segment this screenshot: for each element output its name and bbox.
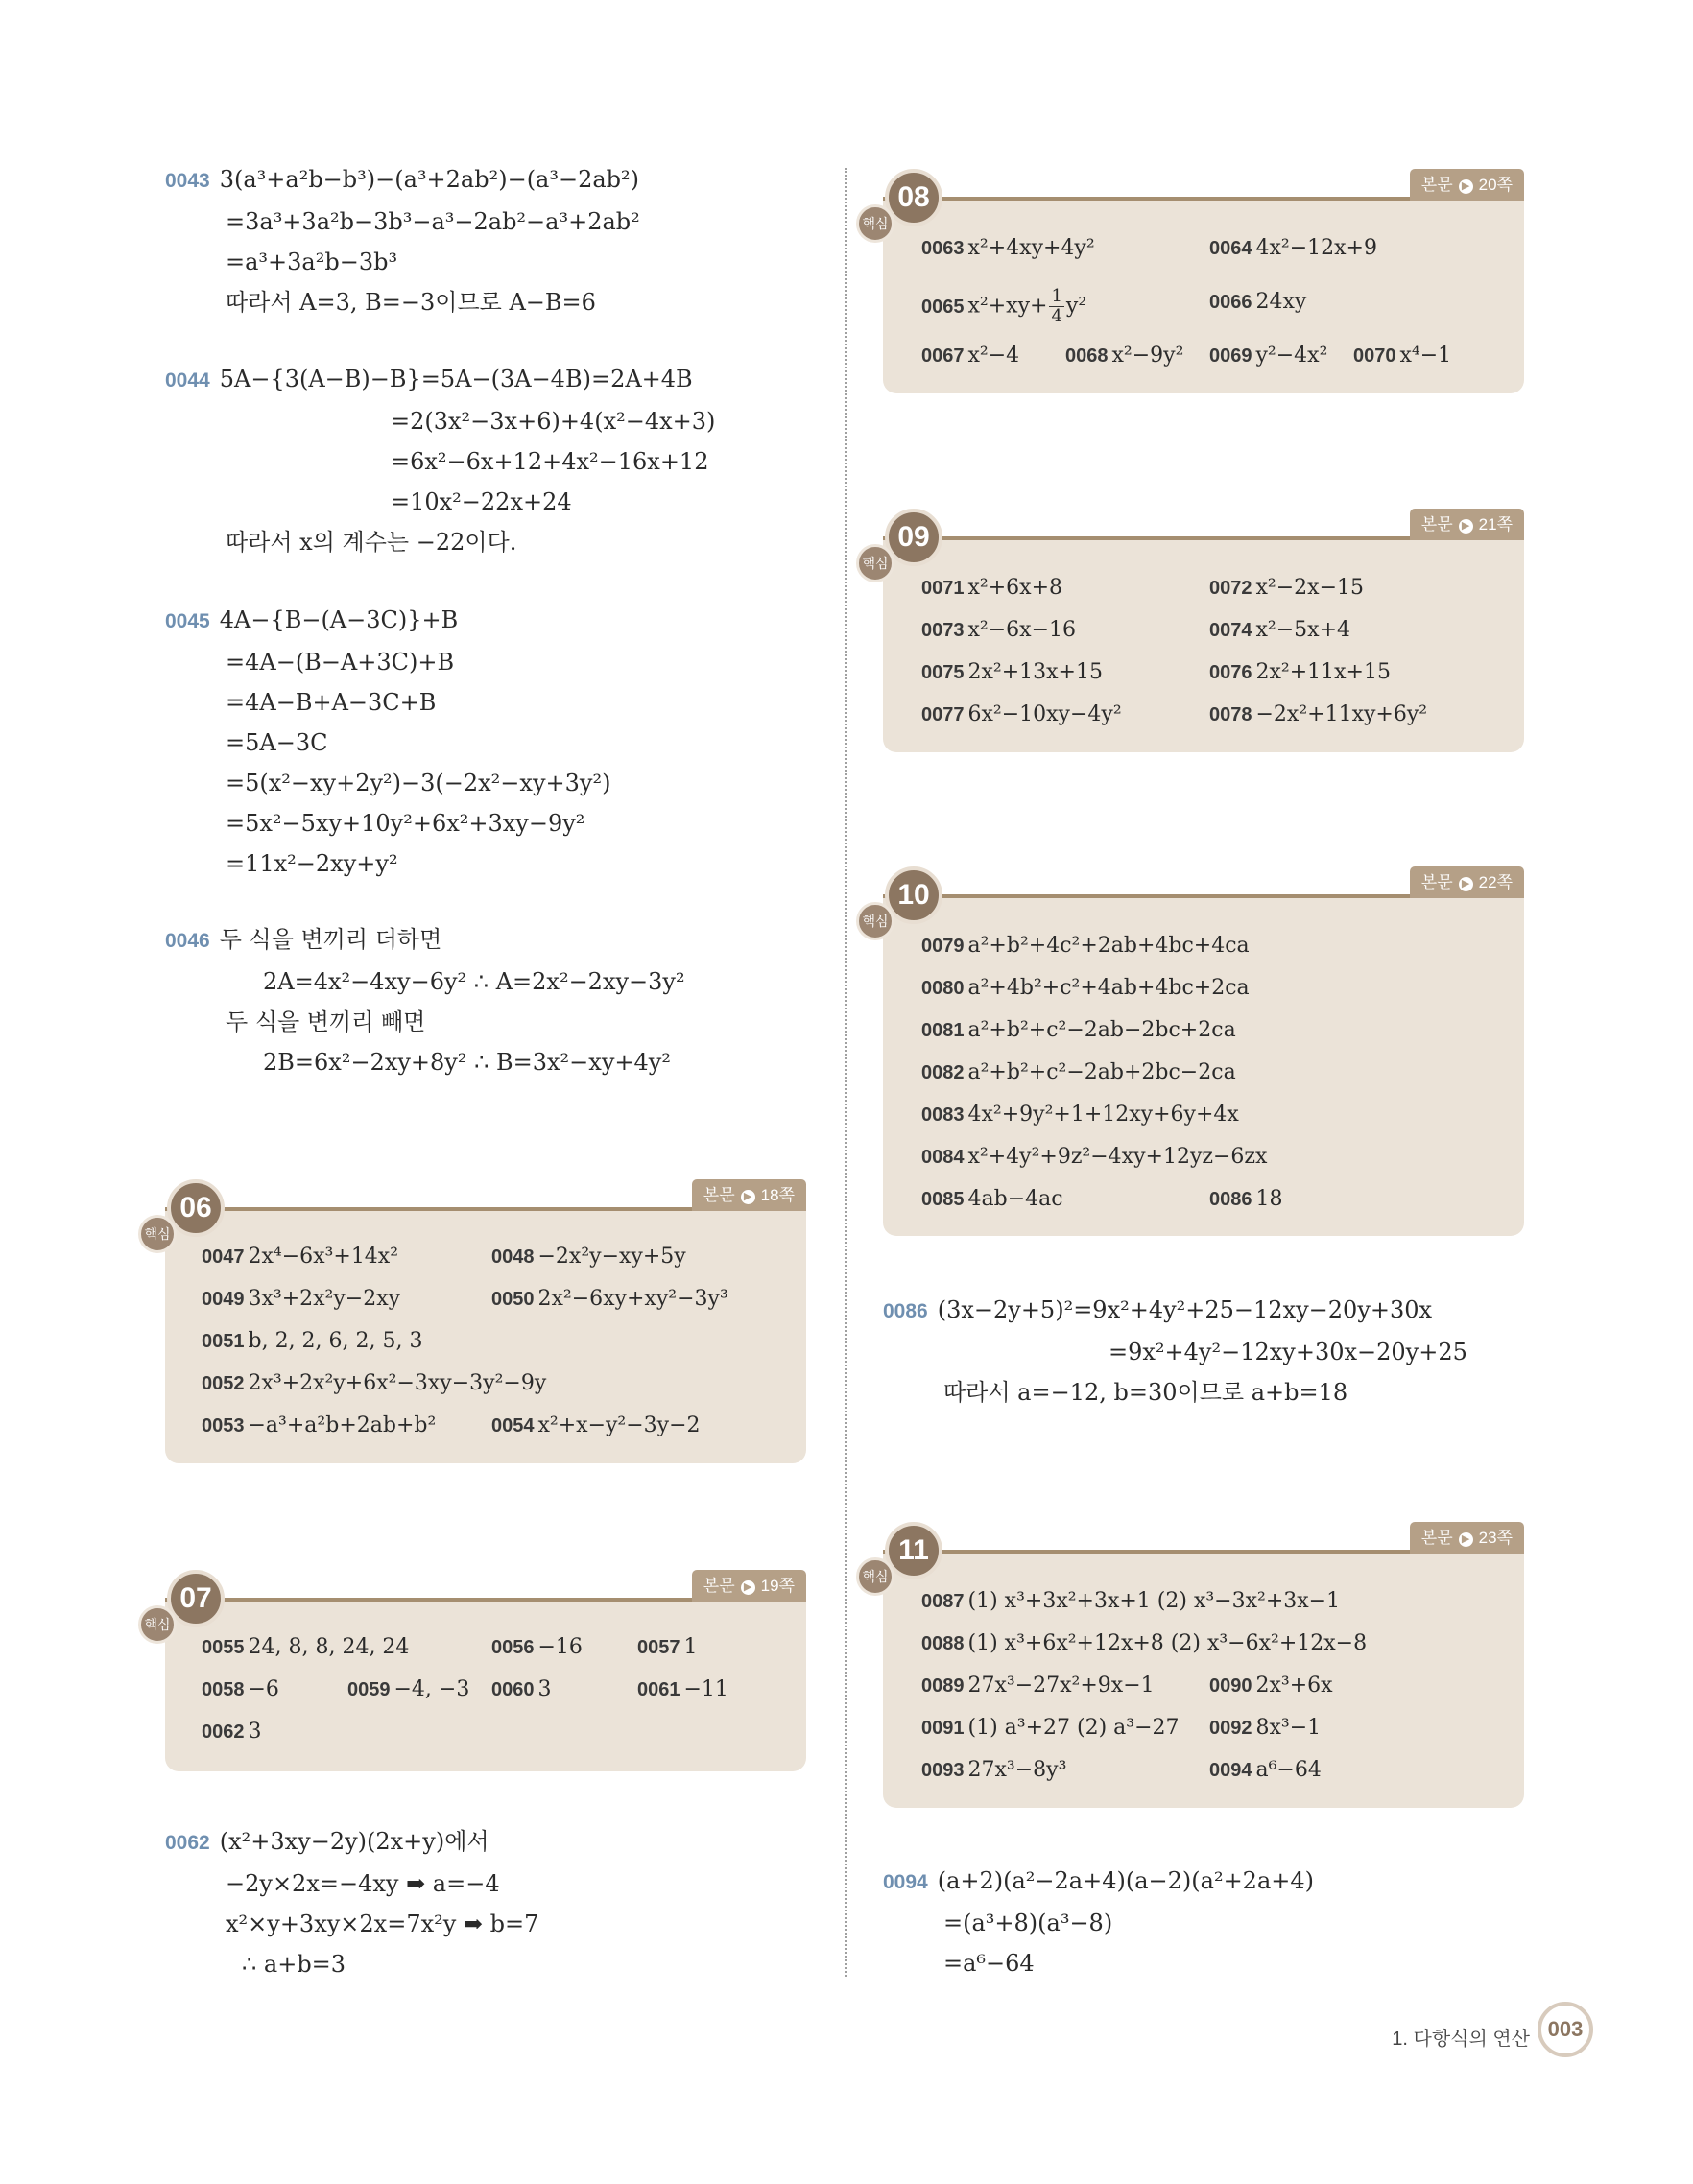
answer-item <box>1209 1674 1333 1697</box>
answer-text: x²−2x−15 <box>1255 576 1364 600</box>
core-label-badge: 핵심 <box>856 902 894 940</box>
solution-line: =5(x²−xy+2y²)−3(−2x²−xy+3y²) <box>226 770 611 796</box>
answer-item <box>921 1060 1236 1084</box>
answer-number: 0094 <box>1209 1760 1252 1781</box>
answer-text: x²+4xy+4y² <box>967 236 1095 260</box>
problem-number: 0043 <box>165 170 210 192</box>
answer-item <box>921 934 1250 958</box>
answer-number: 0067 <box>921 345 965 367</box>
answer-number: 0049 <box>202 1289 245 1310</box>
answer-item <box>921 1589 1340 1613</box>
answer-number: 0060 <box>491 1679 535 1700</box>
solution-line: 따라서 A=3, B=−3이므로 A−B=6 <box>226 289 596 316</box>
answer-item <box>202 1677 279 1701</box>
answer-item <box>921 1018 1236 1042</box>
answer-text: 6x²−10xy−4y² <box>967 702 1122 726</box>
solution-line: =11x²−2xy+y² <box>226 850 398 877</box>
answer-item <box>1209 618 1350 642</box>
fraction-numerator: 1 <box>1051 286 1062 306</box>
answer-item <box>921 1187 1063 1211</box>
answer-text: (1) x³+3x²+3x+1 (2) x³−3x²+3x−1 <box>967 1589 1341 1613</box>
solution-line: 따라서 a=−12, b=30이므로 a+b=18 <box>943 1379 1348 1406</box>
answer-number: 0062 <box>202 1721 245 1743</box>
solution-line: =(a³+8)(a³−8) <box>943 1910 1113 1936</box>
answer-text: 27x³−27x²+9x−1 <box>967 1674 1155 1697</box>
problem-0045 <box>165 600 610 884</box>
answer-text: 2x²+13x+15 <box>967 660 1103 684</box>
arrow-right-icon: ▶ <box>741 1580 755 1595</box>
reference-label: 본문 <box>1420 515 1453 534</box>
solution-line: =10x²−22x+24 <box>391 488 572 515</box>
answer-item <box>347 1677 469 1701</box>
answer-number: 0093 <box>921 1760 965 1781</box>
answer-text: −4, −3 <box>393 1677 470 1701</box>
problem-number: 0086 <box>883 1300 928 1322</box>
answer-number: 0084 <box>921 1147 965 1168</box>
reference-page: 20쪽 <box>1478 176 1513 194</box>
answer-item <box>921 1716 1180 1740</box>
core-label-badge: 핵심 <box>856 544 894 582</box>
answer-number: 0079 <box>921 936 965 957</box>
answer-number: 0047 <box>202 1246 245 1268</box>
arrow-right-icon: ▶ <box>1459 519 1473 534</box>
solution-line: =9x²+4y²−12xy+30x−20y+25 <box>1109 1339 1467 1365</box>
answer-item <box>921 702 1122 726</box>
section-number-badge: 06 <box>167 1179 225 1237</box>
solution-line: (3x−2y+5)²=9x²+4y²+25−12xy−20y+30x <box>937 1296 1433 1323</box>
answer-item <box>202 1720 262 1744</box>
answer-text: x²+xy+ <box>967 294 1048 319</box>
reference-label: 본문 <box>703 1186 735 1204</box>
answer-number: 0051 <box>202 1331 245 1352</box>
answer-text: 27x³−8y³ <box>967 1758 1067 1782</box>
page-reference-tab <box>1410 866 1524 898</box>
answer-text: 18 <box>1255 1187 1283 1211</box>
answer-number: 0056 <box>491 1637 535 1658</box>
answer-item <box>637 1677 728 1701</box>
answer-text: 3 <box>248 1720 262 1744</box>
answer-number: 0074 <box>1209 620 1252 641</box>
reference-page: 23쪽 <box>1478 1529 1513 1547</box>
answer-number: 0063 <box>921 238 965 259</box>
answer-text: −16 <box>537 1635 583 1659</box>
answer-number: 0075 <box>921 662 965 683</box>
column-divider <box>845 168 846 1977</box>
answer-text: 24xy <box>1255 290 1307 314</box>
section-number-badge: 09 <box>885 509 942 566</box>
page-reference-tab <box>692 1179 806 1211</box>
problem-number: 0094 <box>883 1871 928 1893</box>
answer-number: 0052 <box>202 1373 245 1394</box>
answer-number: 0087 <box>921 1591 965 1612</box>
answer-item <box>1353 344 1451 368</box>
page-reference-tab <box>692 1570 806 1602</box>
answer-number: 0065 <box>921 296 965 318</box>
core-label-badge: 핵심 <box>856 1557 894 1596</box>
answer-text: 8x³−1 <box>1255 1716 1322 1740</box>
answer-number: 0090 <box>1209 1675 1252 1697</box>
solution-line: =4A−B+A−3C+B <box>226 689 437 716</box>
solution-line: x²×y+3xy×2x=7x²y ➡ b=7 <box>226 1911 539 1937</box>
section-number-badge: 11 <box>885 1522 942 1579</box>
answer-item <box>921 618 1076 642</box>
chapter-title: 1. 다항식의 연산 <box>1392 2029 1530 2050</box>
section-number-badge: 08 <box>885 169 942 226</box>
answer-item <box>1209 576 1364 600</box>
answer-text: 3x³+2x²y−2xy <box>248 1287 401 1311</box>
answer-item <box>921 287 1086 326</box>
answer-item <box>921 976 1250 1000</box>
answer-item <box>921 1674 1155 1697</box>
answer-item <box>921 1103 1239 1127</box>
answer-item <box>202 1287 400 1311</box>
answer-text: x²+4y²+9z²−4xy+12yz−6zx <box>967 1145 1268 1169</box>
core-label-badge: 핵심 <box>856 204 894 243</box>
problem-number: 0062 <box>165 1832 210 1854</box>
answer-text: x²−6x−16 <box>967 618 1076 642</box>
answer-text: b, 2, 2, 6, 2, 5, 3 <box>248 1329 423 1353</box>
answer-text: (1) x³+6x²+12x+8 (2) x³−6x²+12x−8 <box>967 1631 1368 1655</box>
arrow-right-icon: ▶ <box>1459 179 1473 194</box>
answer-item <box>202 1245 398 1269</box>
answer-number: 0066 <box>1209 292 1252 313</box>
problem-0094 <box>883 1861 1314 1983</box>
answer-text: 2x²+11x+15 <box>1255 660 1391 684</box>
answer-item <box>921 1758 1066 1782</box>
answer-text: a²+b²+c²−2ab−2bc+2ca <box>967 1018 1236 1042</box>
answer-item <box>491 1245 686 1269</box>
answer-item <box>1209 702 1427 726</box>
answer-text: −a³+a²b+2ab+b² <box>248 1413 437 1437</box>
solution-line: =3a³+3a²b−3b³−a³−2ab²−a³+2ab² <box>226 208 640 235</box>
answer-item <box>1209 236 1377 260</box>
solution-line: =5A−3C <box>226 729 328 756</box>
answer-box-11 <box>862 1522 1524 1808</box>
problem-0086 <box>883 1290 1467 1412</box>
answer-number: 0080 <box>921 978 965 999</box>
solution-line: 따라서 x의 계수는 −22이다. <box>226 529 517 556</box>
answer-text: −2x²y−xy+5y <box>537 1245 686 1269</box>
section-number-badge: 10 <box>885 866 942 924</box>
answer-number: 0072 <box>1209 578 1252 599</box>
answer-text: (1) a³+27 (2) a³−27 <box>967 1716 1180 1740</box>
answer-number: 0061 <box>637 1679 680 1700</box>
answer-number: 0054 <box>491 1415 535 1436</box>
problem-number: 0045 <box>165 610 210 632</box>
page-number: 003 <box>1538 2002 1593 2057</box>
answer-number: 0048 <box>491 1246 535 1268</box>
solution-line: (x²+3xy−2y)(2x+y)에서 <box>219 1828 489 1855</box>
answer-text: 4x²−12x+9 <box>1255 236 1377 260</box>
answer-text: −11 <box>683 1677 728 1701</box>
answer-number: 0077 <box>921 704 965 725</box>
problem-0043 <box>165 159 640 322</box>
fraction <box>1049 287 1063 326</box>
answer-text: 24, 8, 8, 24, 24 <box>248 1635 410 1659</box>
answer-text: −6 <box>248 1677 279 1701</box>
reference-label: 본문 <box>1420 873 1453 891</box>
solution-line: 두 식을 변끼리 더하면 <box>219 926 442 953</box>
answer-item <box>1209 1716 1321 1740</box>
reference-page: 18쪽 <box>760 1186 795 1204</box>
answer-text: 3 <box>537 1677 552 1701</box>
answer-item <box>921 576 1062 600</box>
answer-number: 0050 <box>491 1289 535 1310</box>
answer-item <box>491 1287 728 1311</box>
answer-box-07 <box>144 1570 806 1771</box>
arrow-right-icon: ▶ <box>1459 877 1473 891</box>
answer-item <box>1209 344 1327 368</box>
answer-text: −2x²+11xy+6y² <box>1255 702 1428 726</box>
answer-item <box>202 1371 546 1395</box>
answer-text: 2x³+6x <box>1255 1674 1333 1697</box>
reference-page: 19쪽 <box>760 1577 795 1595</box>
answer-number: 0058 <box>202 1679 245 1700</box>
answer-text: a²+4b²+c²+4ab+4bc+2ca <box>967 976 1250 1000</box>
answer-text: a²+b²+c²−2ab+2bc−2ca <box>967 1060 1236 1084</box>
reference-label: 본문 <box>1420 176 1453 194</box>
page-reference-tab <box>1410 509 1524 540</box>
answer-number: 0086 <box>1209 1189 1252 1210</box>
solution-line: 4A−{B−(A−3C)}+B <box>219 606 459 633</box>
answer-text: x²+6x+8 <box>967 576 1062 600</box>
answer-text: 4x²+9y²+1+12xy+6y+4x <box>967 1103 1239 1127</box>
answer-item <box>1065 344 1183 368</box>
answer-text: 2x⁴−6x³+14x² <box>248 1245 399 1269</box>
reference-label: 본문 <box>703 1577 735 1595</box>
answer-number: 0081 <box>921 1020 965 1041</box>
solution-line: =2(3x²−3x+6)+4(x²−4x+3) <box>391 408 716 435</box>
answer-number: 0085 <box>921 1189 965 1210</box>
answer-number: 0068 <box>1065 345 1109 367</box>
solution-line: ∴ a+b=3 <box>242 1951 346 1978</box>
answer-item <box>921 236 1095 260</box>
answer-item <box>1209 1187 1283 1211</box>
problem-0046 <box>165 919 685 1082</box>
reference-label: 본문 <box>1420 1529 1453 1547</box>
arrow-right-icon: ▶ <box>1459 1532 1473 1547</box>
answer-item <box>491 1677 552 1701</box>
answer-text: 2x³+2x²y+6x²−3xy−3y²−9y <box>248 1371 547 1395</box>
section-number-badge: 07 <box>167 1570 225 1627</box>
answer-number: 0091 <box>921 1718 965 1739</box>
answer-item <box>921 344 1019 368</box>
answer-text: y² <box>1065 294 1087 319</box>
answer-box-08 <box>862 169 1524 393</box>
answer-number: 0088 <box>921 1633 965 1654</box>
answer-number: 0083 <box>921 1104 965 1126</box>
answer-number: 0089 <box>921 1675 965 1697</box>
page-reference-tab <box>1410 1522 1524 1554</box>
solution-line: 2A=4x²−4xy−6y² ∴ A=2x²−2xy−3y² <box>263 968 685 995</box>
answer-item <box>202 1329 422 1353</box>
solution-line: =a³+3a²b−3b³ <box>226 249 398 275</box>
answer-item <box>921 660 1103 684</box>
solution-line: =5x²−5xy+10y²+6x²+3xy−9y² <box>226 810 585 837</box>
answer-item <box>1209 290 1306 314</box>
answer-number: 0069 <box>1209 345 1252 367</box>
problem-number: 0046 <box>165 930 210 952</box>
answer-text: a⁶−64 <box>1255 1758 1322 1782</box>
answer-item <box>921 1145 1267 1169</box>
answer-number: 0078 <box>1209 704 1252 725</box>
answer-number: 0053 <box>202 1415 245 1436</box>
core-label-badge: 핵심 <box>138 1605 177 1644</box>
solution-line: 2B=6x²−2xy+8y² ∴ B=3x²−xy+4y² <box>263 1049 671 1076</box>
answer-item <box>1209 660 1391 684</box>
answer-item <box>202 1413 436 1437</box>
answer-item <box>491 1635 583 1659</box>
answer-number: 0073 <box>921 620 965 641</box>
answer-text: x²−4 <box>967 344 1020 368</box>
answer-text: a²+b²+4c²+2ab+4bc+4ca <box>967 934 1250 958</box>
answer-text: 1 <box>683 1635 698 1659</box>
arrow-right-icon: ▶ <box>741 1190 755 1204</box>
answer-text: y²−4x² <box>1255 344 1328 368</box>
fraction-denominator: 4 <box>1051 306 1062 326</box>
answer-text: x²−5x+4 <box>1255 618 1350 642</box>
answer-item <box>491 1413 701 1437</box>
answer-item <box>1209 1758 1322 1782</box>
answer-number: 0055 <box>202 1637 245 1658</box>
answer-box-06 <box>144 1179 806 1463</box>
solution-line: =4A−(B−A+3C)+B <box>226 649 455 676</box>
answer-text: x⁴−1 <box>1399 344 1452 368</box>
answer-number: 0059 <box>347 1679 391 1700</box>
answer-item <box>921 1631 1367 1655</box>
solution-line: =6x²−6x+12+4x²−16x+12 <box>391 448 709 475</box>
answer-text: 4ab−4ac <box>967 1187 1063 1211</box>
answer-number: 0057 <box>637 1637 680 1658</box>
answer-item <box>637 1635 698 1659</box>
page-reference-tab <box>1410 169 1524 201</box>
answer-number: 0071 <box>921 578 965 599</box>
solution-line: =a⁶−64 <box>943 1950 1035 1977</box>
solution-line: 3(a³+a²b−b³)−(a³+2ab²)−(a³−2ab²) <box>219 166 640 193</box>
solution-line: 두 식을 변끼리 빼면 <box>226 1009 426 1035</box>
answer-box-10 <box>862 866 1524 1236</box>
solution-line: 5A−{3(A−B)−B}=5A−(3A−4B)=2A+4B <box>219 366 693 392</box>
answer-text: x²+x−y²−3y−2 <box>537 1413 701 1437</box>
problem-number: 0044 <box>165 369 210 392</box>
solution-line: −2y×2x=−4xy ➡ a=−4 <box>226 1870 500 1897</box>
reference-page: 22쪽 <box>1478 873 1513 891</box>
answer-number: 0082 <box>921 1062 965 1083</box>
answer-item <box>202 1635 409 1659</box>
answer-text: x²−9y² <box>1111 344 1184 368</box>
core-label-badge: 핵심 <box>138 1215 177 1253</box>
solution-line: (a+2)(a²−2a+4)(a−2)(a²+2a+4) <box>937 1867 1314 1894</box>
answer-number: 0092 <box>1209 1718 1252 1739</box>
answer-number: 0064 <box>1209 238 1252 259</box>
problem-0044 <box>165 359 715 562</box>
problem-0062 <box>165 1821 538 1984</box>
answer-number: 0070 <box>1353 345 1396 367</box>
answer-number: 0076 <box>1209 662 1252 683</box>
reference-page: 21쪽 <box>1478 515 1513 534</box>
answer-box-09 <box>862 509 1524 752</box>
answer-text: 2x²−6xy+xy²−3y³ <box>537 1287 728 1311</box>
